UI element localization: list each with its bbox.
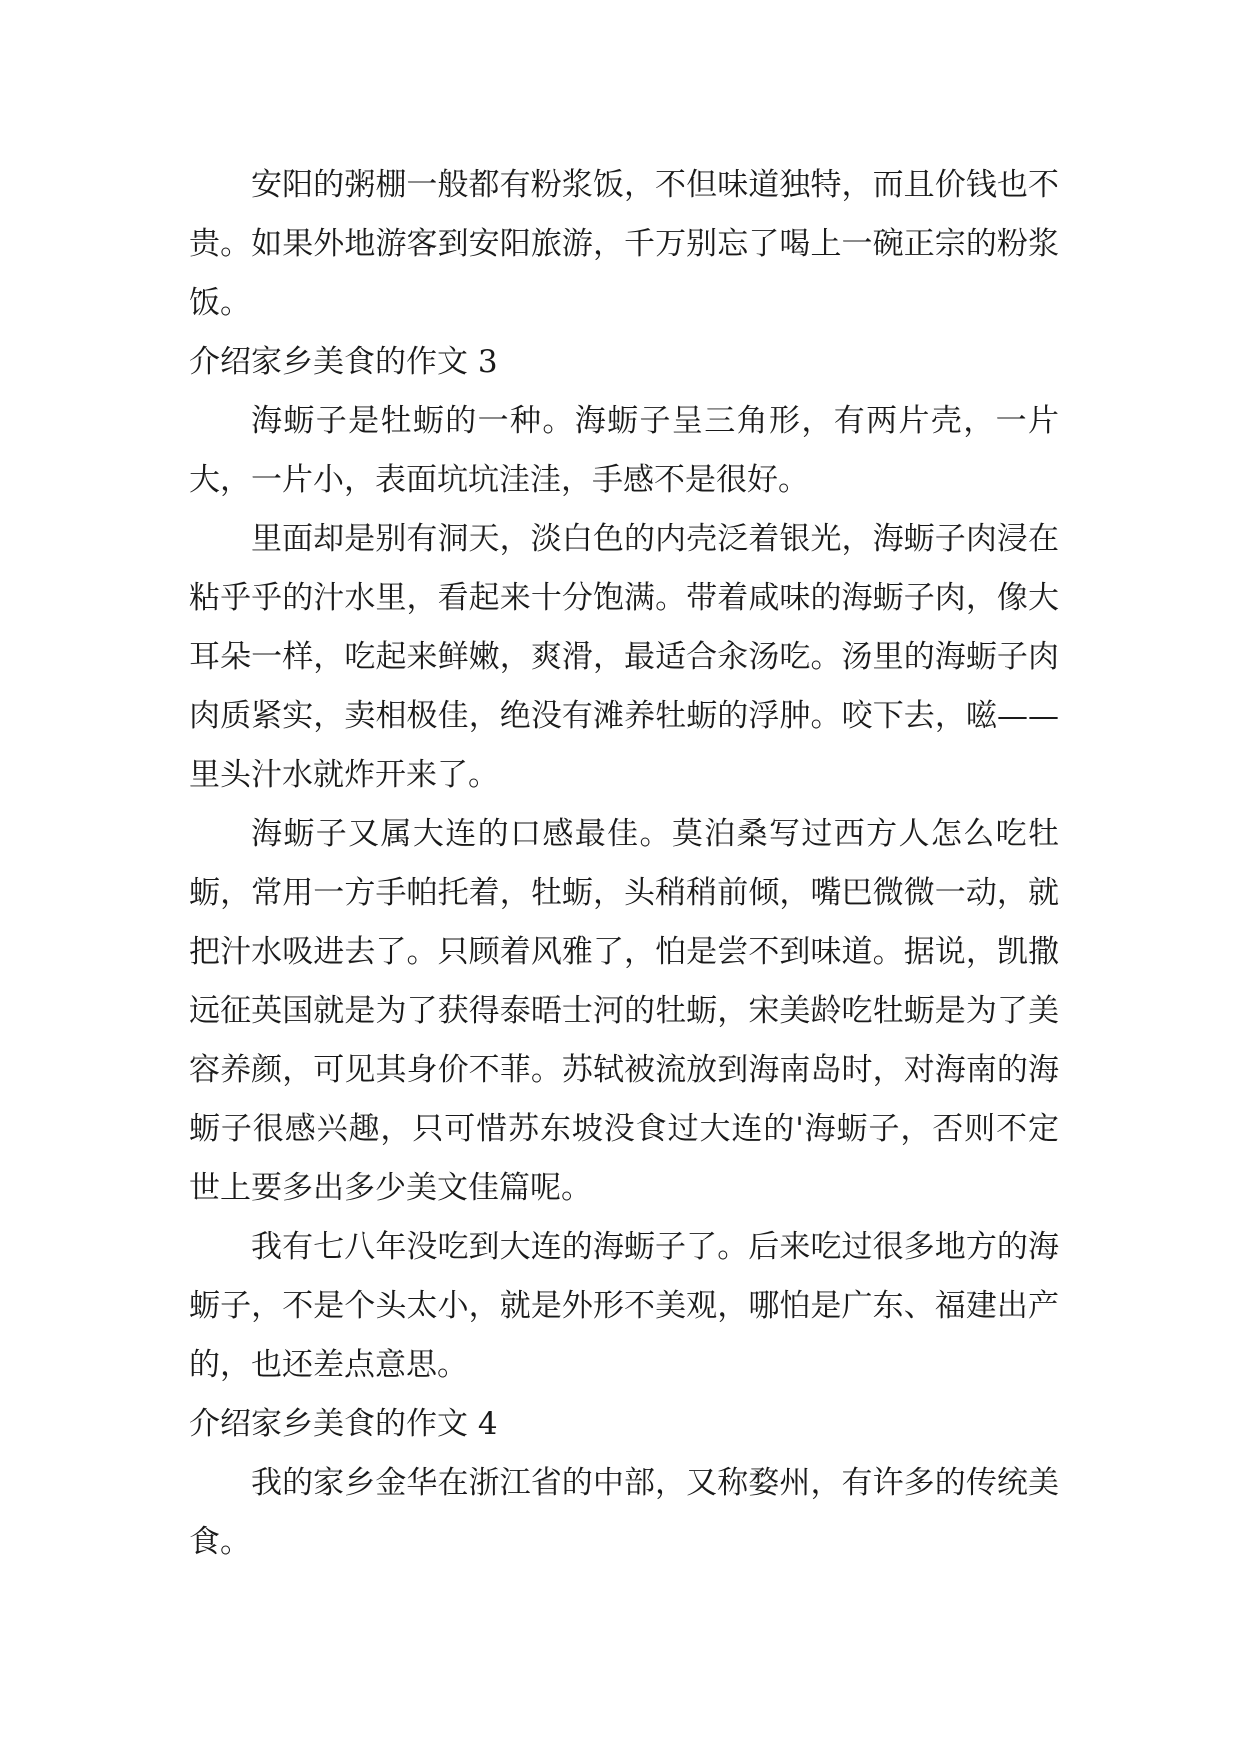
section-heading: 介绍家乡美食的作文 3 — [189, 344, 498, 380]
paragraph: 安阳的粥棚一般都有粉浆饭，不但味道独特，而且价钱也不贵。如果外地游客到安阳旅游，千万别忘了喝上一碗正宗的粉浆饭。 — [189, 167, 1059, 321]
document-body — [189, 156, 1059, 1572]
paragraph: 我的家乡金华在浙江省的中部，又称婺州，有许多的传统美食。 — [189, 1465, 1059, 1560]
paragraph: 里面却是别有洞天，淡白色的内壳泛着银光，海蛎子肉浸在粘乎乎的汁水里，看起来十分饱满。带着咸味的海蛎子肉，像大耳朵一样，吃起来鲜嫩，爽滑，最适合汆汤吃。汤里的海蛎子肉肉质紧实，卖相极佳，绝没有滩养牡蛎的浮肿。咬下去，嗞——里头汁水就炸开来了。 — [189, 521, 1059, 793]
paragraph: 海蛎子是牡蛎的一种。海蛎子呈三角形，有两片壳，一片大，一片小，表面坑坑洼洼，手感不是很好。 — [189, 403, 1059, 498]
paragraph: 海蛎子又属大连的口感最佳。莫泊桑写过西方人怎么吃牡蛎，常用一方手帕托着，牡蛎，头稍稍前倾，嘴巴微微一动，就把汁水吸进去了。只顾着风雅了，怕是尝不到味道。据说，凯撒远征英国就是为了获得泰晤士河的牡蛎，宋美龄吃牡蛎是为了美容养颜，可见其身价不菲。苏轼被流放到海南岛时，对海南的海蛎子很感兴趣，只可惜苏东坡没食过大连的'海蛎子，否则不定世上要多出多少美文佳篇呢。 — [189, 816, 1059, 1206]
paragraph: 我有七八年没吃到大连的海蛎子了。后来吃过很多地方的海蛎子，不是个头太小，就是外形不美观，哪怕是广东、福建出产的，也还差点意思。 — [189, 1229, 1059, 1383]
section-heading: 介绍家乡美食的作文 4 — [189, 1406, 498, 1442]
